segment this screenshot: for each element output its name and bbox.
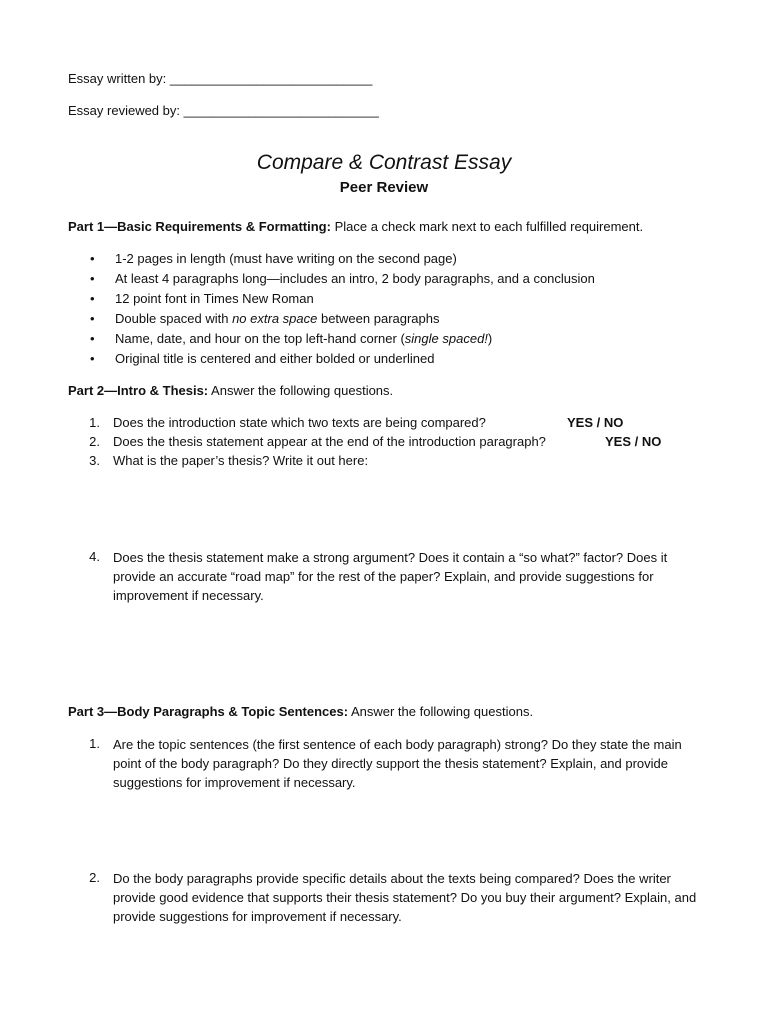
list-item [90, 331, 95, 346]
bullet-text-part: ) [487, 331, 493, 346]
list-item [90, 351, 95, 366]
bullet-icon: • [90, 331, 95, 346]
list-item [90, 251, 95, 266]
part1-heading-line [68, 219, 643, 234]
question-text: Does the thesis statement make a strong argument? Does it contain a “so what?” factor? Does it provide an accurate “road map” for the rest of the paper? Explain, and provide suggestions for improvement if necessary. [113, 550, 668, 603]
reviewed-by-blank[interactable]: ___________________________ [183, 103, 379, 118]
question-text: Does the thesis statement appear at the end of the introduction paragraph? [113, 434, 546, 449]
question-number: 1. [89, 736, 100, 751]
part2-instruction: Answer the following questions. [211, 383, 394, 398]
reviewed-by-label: Essay reviewed by: [68, 103, 180, 118]
yes-no-answer[interactable]: YES / NO [605, 434, 662, 449]
bullet-text: At least 4 paragraphs long—includes an intro, 2 body paragraphs, and a conclusion [115, 271, 595, 286]
question-text: Do the body paragraphs provide specific details about the texts being compared? Does the writer provide good evidence that supports their thesis statement? Do you buy their argument? Explain, and provide suggestions for improvement if necessary. [113, 871, 697, 924]
bullet-icon: • [90, 351, 95, 366]
written-by-blank[interactable]: ____________________________ [169, 71, 373, 86]
bullet-text: Original title is centered and either bolded or underlined [115, 351, 435, 366]
bullet-text-emphasis: no extra space [232, 311, 318, 326]
page-subtitle: Peer Review [339, 179, 429, 196]
bullet-text-emphasis: single spaced! [404, 331, 488, 346]
part2-heading-line [68, 383, 393, 398]
question-number: 2. [89, 870, 100, 885]
bullet-text-part: Double spaced with [115, 311, 233, 326]
bullet-icon: • [90, 251, 95, 266]
part1-heading: Part 1—Basic Requirements & Formatting: [68, 219, 331, 234]
written-by-label: Essay written by: [68, 71, 167, 86]
bullet-icon: • [90, 311, 95, 326]
page-title: Compare & Contrast Essay [256, 151, 512, 174]
bullet-text-part: between paragraphs [317, 311, 440, 326]
question-number: 2. [89, 434, 100, 449]
question-text: What is the paper’s thesis? Write it out here: [113, 453, 369, 468]
written-by-line [68, 71, 372, 86]
list-item [90, 291, 95, 306]
part3-heading: Part 3—Body Paragraphs & Topic Sentences: [68, 704, 349, 719]
question-number: 3. [89, 453, 100, 468]
part2-heading: Part 2—Intro & Thesis: [68, 383, 209, 398]
question-text: Does the introduction state which two texts are being compared? [113, 415, 486, 430]
part3-heading-line [68, 704, 533, 719]
bullet-text: 1-2 pages in length (must have writing on the second page) [115, 251, 457, 266]
bullet-icon: • [90, 271, 95, 286]
bullet-text [115, 331, 492, 346]
yes-no-answer[interactable]: YES / NO [567, 415, 624, 430]
question-number: 1. [89, 415, 100, 430]
bullet-text [115, 311, 440, 326]
reviewed-by-line [68, 103, 379, 118]
part3-instruction: Answer the following questions. [350, 704, 534, 719]
bullet-text-part: Name, date, and hour on the top left-hand corner ( [115, 331, 405, 346]
list-item [90, 271, 95, 286]
question-number: 4. [89, 549, 100, 564]
bullet-icon: • [90, 291, 95, 306]
question-text: Are the topic sentences (the first sentence of each body paragraph) strong? Do they state the main point of the body paragraph? Do they directly support the thesis statement? Explain, and provide suggestions for improvement if necessary. [113, 737, 682, 790]
list-item [90, 311, 95, 326]
part1-instruction: Place a check mark next to each fulfilled requirement. [334, 219, 644, 234]
bullet-text: 12 point font in Times New Roman [115, 291, 314, 306]
